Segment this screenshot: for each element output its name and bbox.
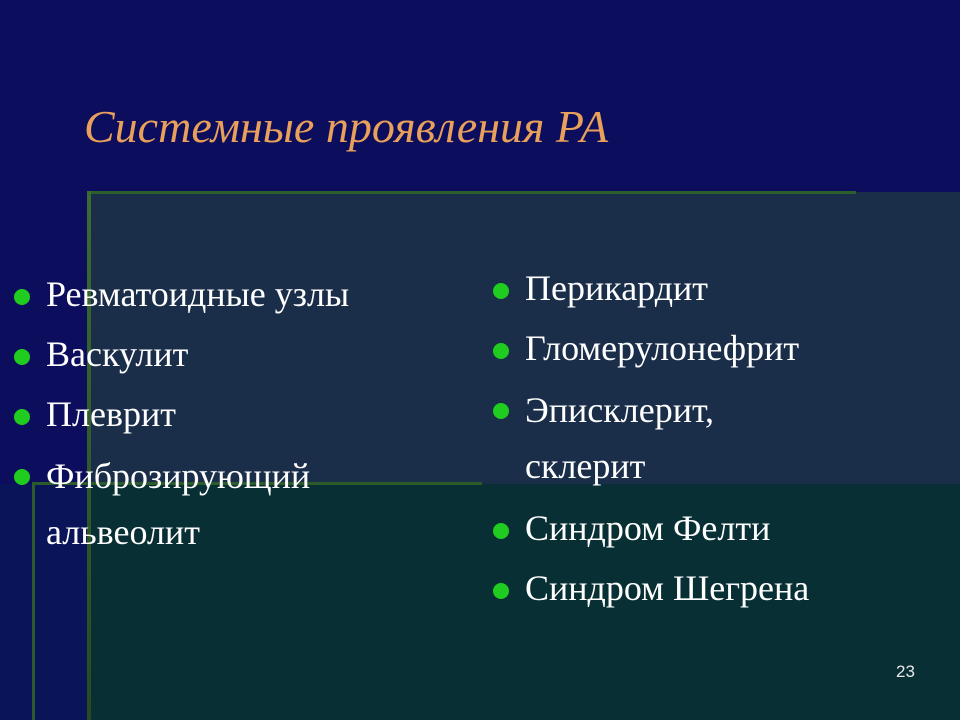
list-item: [493, 562, 913, 614]
list-item: [14, 328, 434, 380]
list-item-text: Фиброзирующий альвеолит: [46, 456, 311, 552]
list-item: [493, 262, 913, 314]
list-item-text: Перикардит: [525, 268, 709, 308]
bullet-icon: [14, 409, 30, 425]
list-item-text: Эписклерит, склерит: [525, 390, 714, 486]
bullet-icon: [493, 523, 509, 539]
list-item-text: Васкулит: [46, 334, 189, 374]
list-item: [493, 382, 785, 494]
list-item: [14, 268, 434, 320]
bullet-icon: [493, 403, 509, 419]
list-item: [493, 322, 913, 374]
list-item: [493, 502, 913, 554]
list-item-text: Синдром Шегрена: [525, 568, 810, 608]
bullet-icon: [493, 283, 509, 299]
bullet-icon: [493, 343, 509, 359]
bullet-icon: [14, 469, 30, 485]
list-item-text: Гломерулонефрит: [525, 328, 800, 368]
page-number: 23: [896, 662, 915, 681]
list-item-text: Плеврит: [46, 394, 176, 434]
list-item-text: Синдром Фелти: [525, 508, 771, 548]
list-item: [14, 388, 434, 440]
bullet-icon: [14, 289, 30, 305]
bullet-icon: [493, 583, 509, 599]
right-bullet-list: [493, 262, 913, 622]
left-bullet-list: [14, 268, 434, 568]
bullet-icon: [14, 349, 30, 365]
horizontal-rule: [90, 191, 856, 194]
list-item-text: Ревматоидные узлы: [46, 274, 350, 314]
list-item: [14, 448, 386, 560]
slide-title: Системные проявления РА: [84, 101, 609, 152]
